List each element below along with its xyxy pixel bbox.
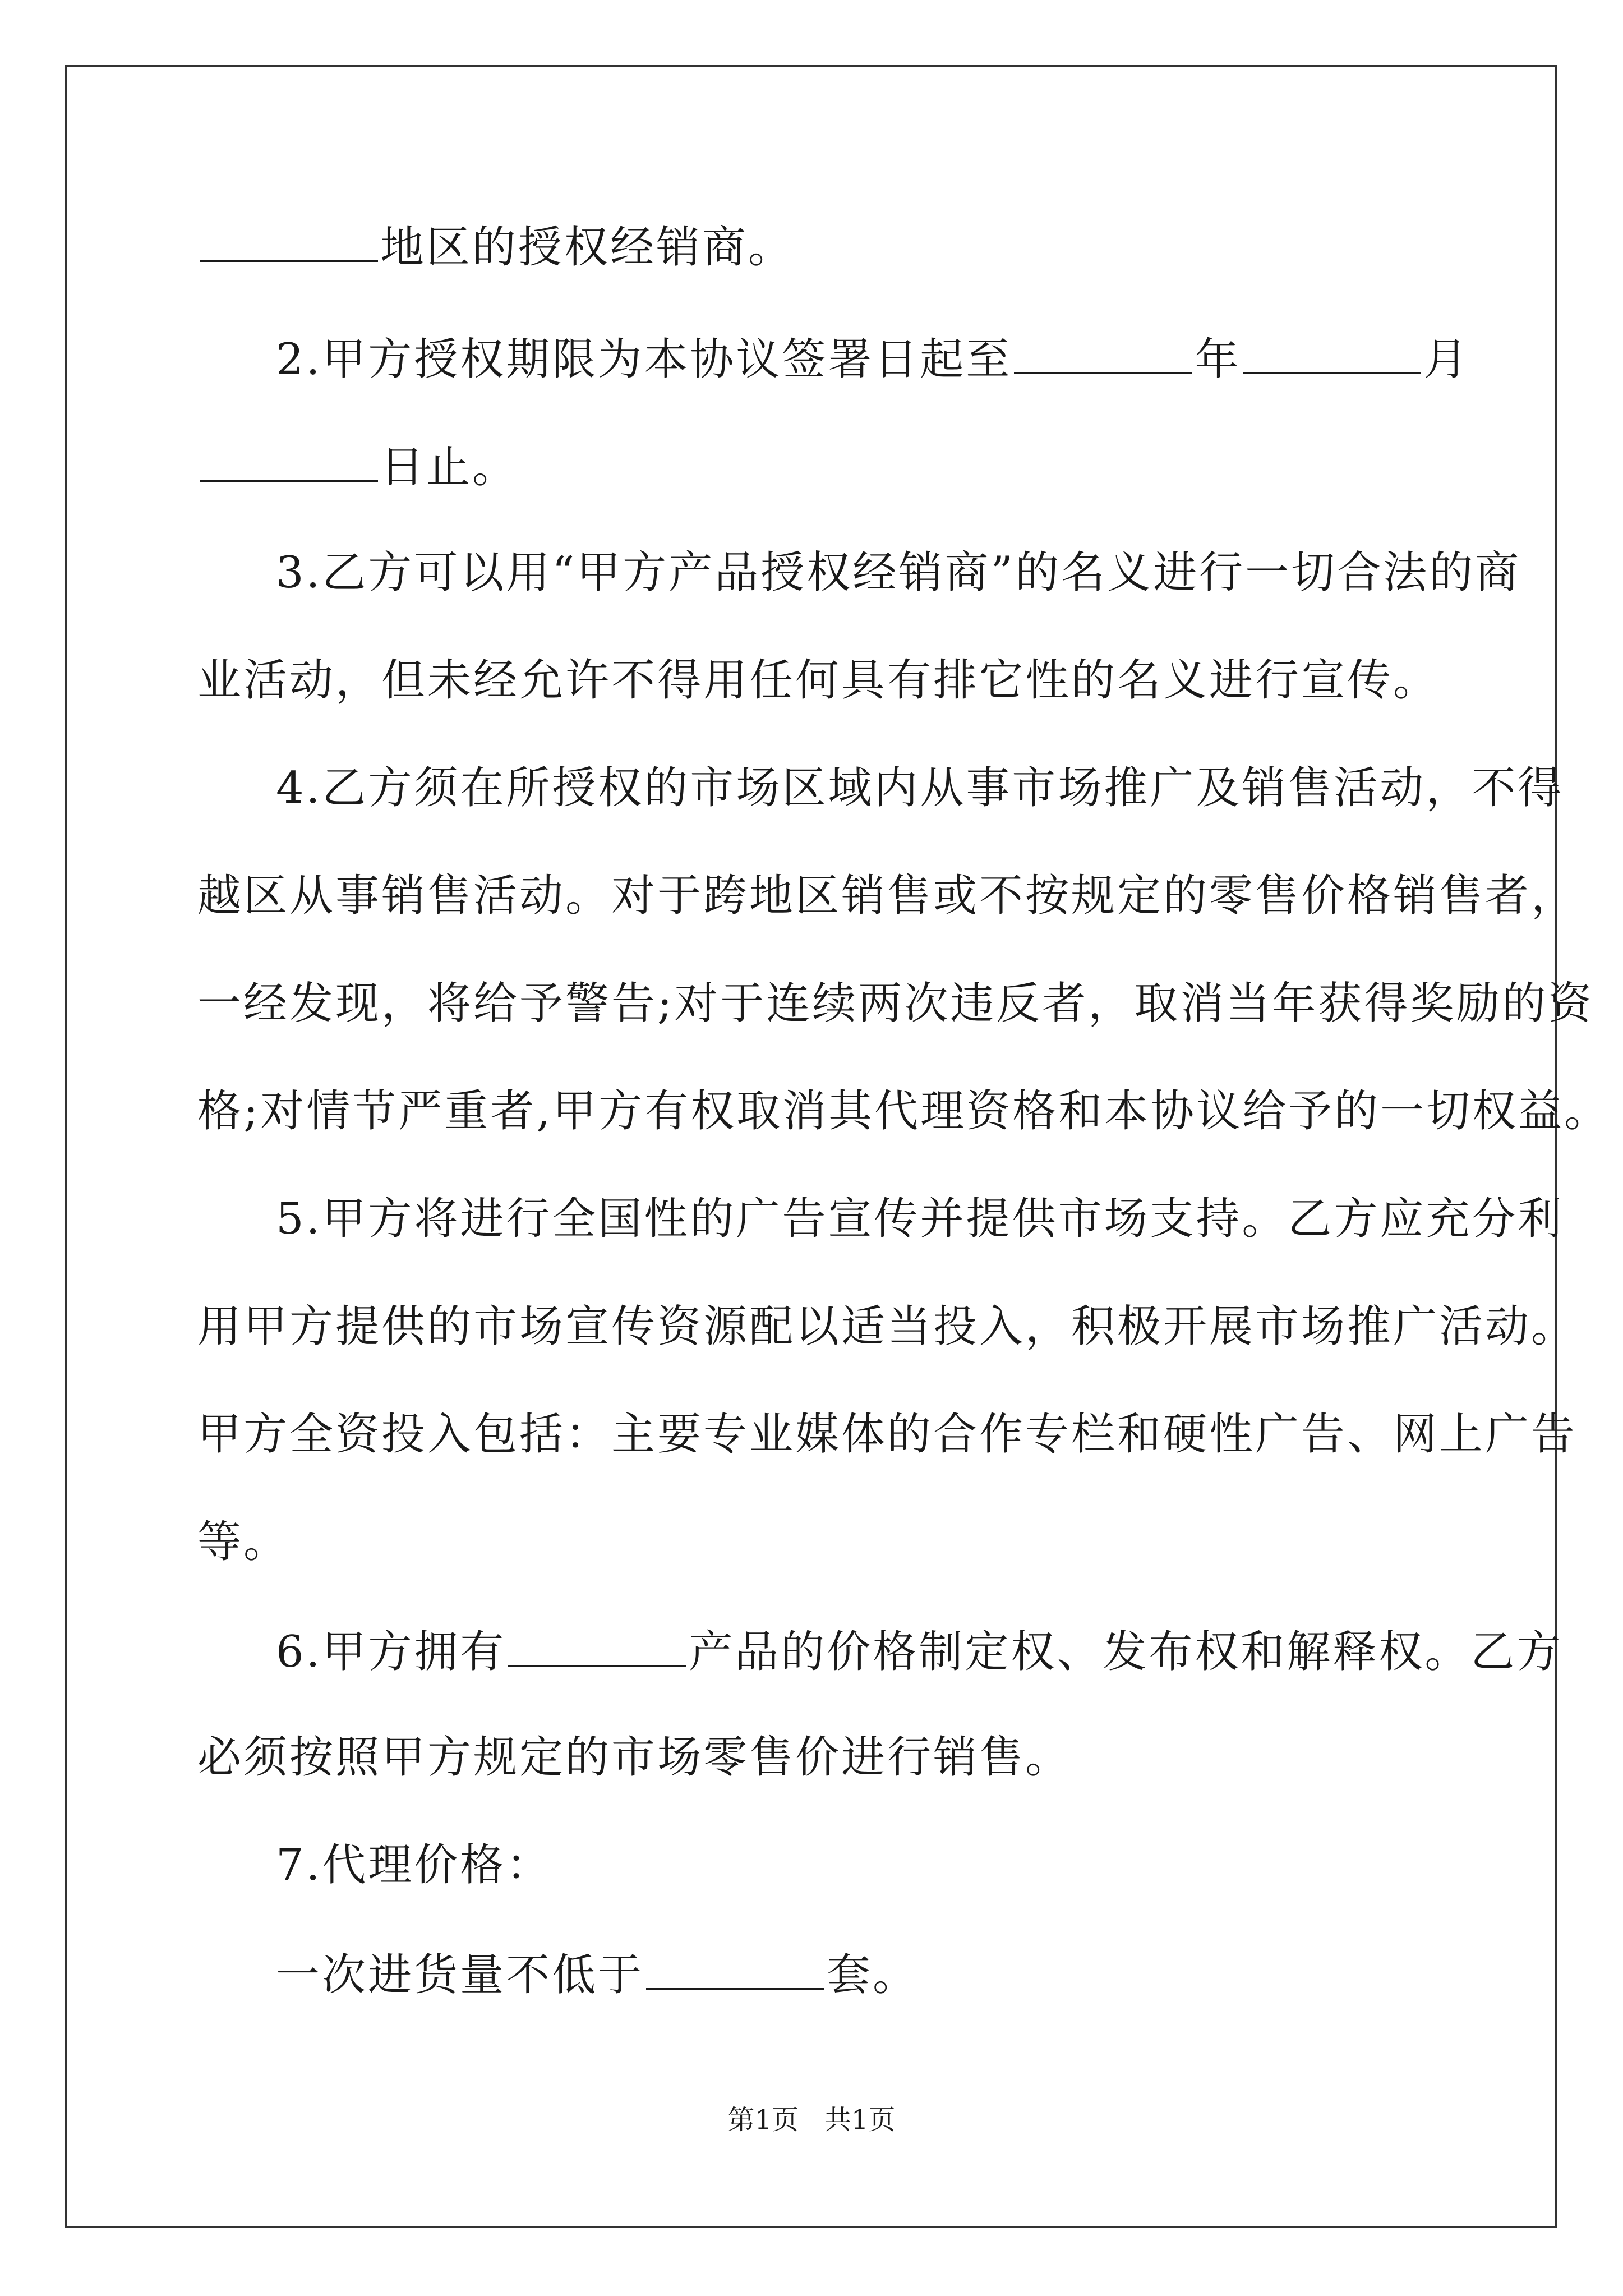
page-footer: 第1页 共1页 [727, 2104, 896, 2136]
paragraph-line: 用甲方提供的市场宣传资源配以适当投入，积极开展市场推广活动。 [197, 1301, 1578, 1352]
paragraph-line: 3.乙方可以用“甲方产品授权经销商”的名义进行一切合法的商 [276, 547, 1521, 598]
line-text: 产品的价格制定权、发布权和解释权。乙方 [689, 1627, 1563, 1677]
paragraph-line: 格;对情节严重者,甲方有权取消其代理资格和本协议给予的一切权益。 [197, 1086, 1611, 1137]
paragraph-line: 必须按照甲方规定的市场零售价进行销售。 [197, 1732, 1072, 1783]
line-text: 年 [1195, 334, 1241, 385]
paragraph-line [197, 222, 795, 273]
line-text: 地区的授权经销商。 [380, 222, 795, 273]
paragraph-line [276, 1950, 919, 2000]
paragraph-line: 一经发现，将给予警告;对于连续两次违反者，取消当年获得奖励的资 [197, 978, 1594, 1029]
paragraph-line [276, 334, 1470, 385]
fill-blank [1243, 335, 1421, 374]
line-text: 一次进货量不低于 [276, 1950, 644, 2000]
paragraph-line: 等。 [197, 1517, 290, 1567]
line-text: 月 [1423, 334, 1470, 385]
paragraph-line: 4.乙方须在所授权的市场区域内从事市场推广及销售活动，不得 [276, 763, 1564, 813]
paragraph-line [276, 1627, 1563, 1677]
paragraph-line: 7.代理价格： [276, 1840, 552, 1890]
paragraph-line: 业活动，但未经允许不得用任何具有排它性的名义进行宣传。 [197, 655, 1440, 706]
page-border [65, 65, 1557, 2228]
fill-blank [200, 223, 378, 262]
line-text: 日止。 [380, 442, 519, 493]
line-text: 2.甲方授权期限为本协议签署日起至 [276, 334, 1012, 385]
fill-blank [200, 443, 378, 482]
line-text: 6.甲方拥有 [276, 1627, 506, 1677]
paragraph-line: 5.甲方将进行全国性的广告宣传并提供市场支持。乙方应充分利 [276, 1194, 1564, 1244]
paragraph-line [197, 442, 519, 493]
line-text: 套。 [827, 1950, 919, 2000]
fill-blank [646, 1951, 824, 1990]
paragraph-line: 越区从事销售活动。对于跨地区销售或不按规定的零售价格销售者， [197, 871, 1578, 921]
fill-blank [508, 1628, 686, 1667]
fill-blank [1014, 335, 1192, 374]
paragraph-line: 甲方全资投入包括：主要专业媒体的合作专栏和硬性广告、网上广告 [197, 1409, 1578, 1460]
